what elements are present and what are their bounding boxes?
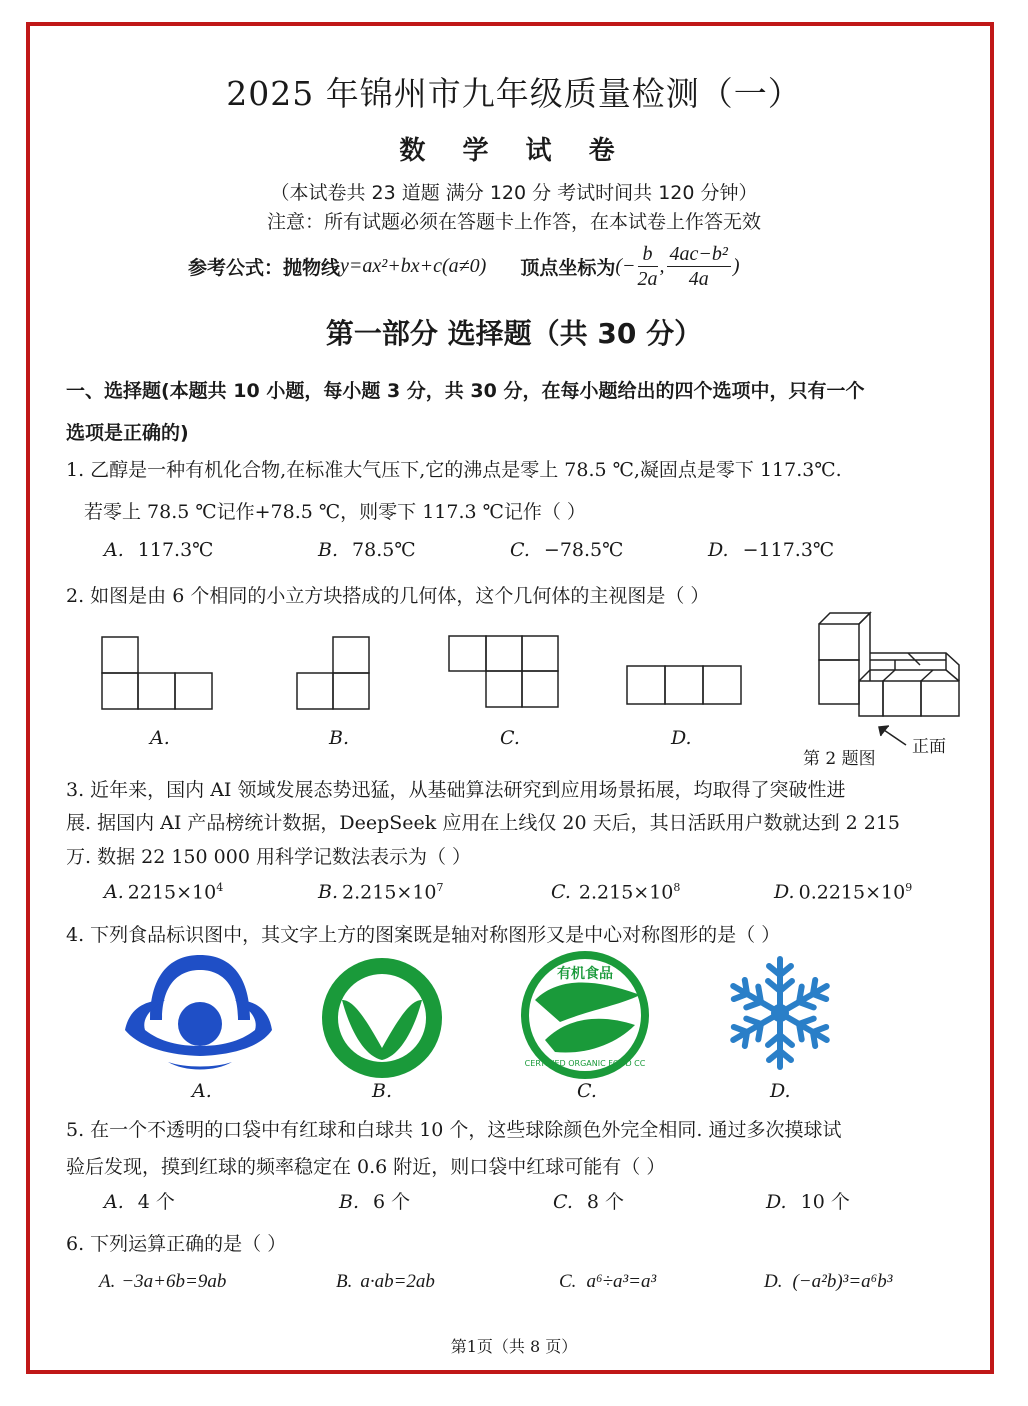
q5-option-c[interactable] (553, 1187, 624, 1214)
q3-option-b-exp: 7 (436, 881, 444, 894)
q6-option-a-letter: A. (99, 1271, 116, 1292)
q2-label-d: D. (671, 727, 692, 749)
vertex-x-den: 2a (637, 267, 658, 290)
vertex-open: (− (615, 254, 636, 277)
vertex-label: 顶点坐标为 (520, 256, 616, 279)
question-1-line2: 若零上 78.5 ℃记作+78.5 ℃，则零下 117.3 ℃记作（ ） (84, 501, 586, 523)
q2-label-a: A. (150, 727, 170, 749)
q5-option-a-letter: A. (104, 1191, 124, 1213)
q3-option-a-letter: A. (104, 881, 124, 904)
logo-c-ring-text: CERTIFIED ORGANIC FOOD CC (524, 1059, 646, 1068)
vertex-y-den: 4a (688, 267, 709, 290)
q5-option-d-text: 10 个 (800, 1191, 850, 1213)
q6-option-c-text: a⁶÷a³=a³ (586, 1271, 657, 1292)
q6-option-b-letter: B. (336, 1271, 353, 1292)
vertex-comma: , (659, 254, 665, 277)
q1-option-d-letter: D. (708, 539, 729, 561)
q1-option-a-letter: A. (104, 539, 124, 561)
logo-c-icon[interactable] (525, 955, 646, 1075)
q6-option-c-letter: C. (559, 1271, 577, 1292)
q3-option-b-base: 2.215×10 (342, 881, 437, 904)
q5-option-b-letter: B. (339, 1191, 360, 1213)
parabola-label: 抛物线 (283, 256, 341, 279)
exam-info: （本试卷共 23 道题 满分 120 分 考试时间共 120 分钟） (270, 182, 758, 204)
q6-option-d-letter: D. (764, 1271, 783, 1292)
exam-title: 2025 年锦州市九年级质量检测（一） (226, 74, 802, 113)
vertex-x-num: b (638, 242, 658, 267)
question-6-line1: 6. 下列运算正确的是（ ） (66, 1233, 287, 1255)
question-4-line1: 4. 下列食品标识图中，其文字上方的图案既是轴对称图形又是中心对称图形的是（ ） (66, 924, 781, 946)
q5-option-a-text: 4 个 (137, 1191, 175, 1213)
q3-option-c-base: 2.215×10 (578, 881, 674, 904)
question-5-line1: 5. 在一个不透明的口袋中有红球和白球共 10 个，这些球除颜色外完全相同. 通过多次摸球试 (66, 1119, 842, 1141)
exam-notice: 注意：所有试题必须在答题卡上作答，在本试卷上作答无效 (266, 211, 761, 233)
question-5-line2: 验后发现，摸到红球的频率稳定在 0.6 附近，则口袋中红球可能有（ ） (66, 1156, 666, 1178)
part-heading: 第一部分 选择题（共 30 分） (325, 317, 703, 350)
vertex-close: ) (732, 254, 740, 277)
q4-label-d: D. (770, 1080, 791, 1102)
q1-option-c-letter: C. (510, 539, 530, 561)
logo-c-text: 有机食品 (557, 966, 613, 982)
logo-a-icon[interactable] (125, 955, 272, 1070)
q1-option-c-text: −78.5℃ (543, 539, 624, 561)
q3-option-c-letter: C. (551, 881, 571, 904)
section-instructions-cont: 选项是正确的) (66, 422, 189, 444)
q3-option-d-base: 0.2215×10 (798, 881, 906, 904)
question-3-line1: 3. 近年来，国内 AI 领域发展态势迅猛，从基础算法研究到应用场景拓展，均取得了突破性进 (66, 779, 846, 801)
q2-label-c: C. (500, 727, 520, 749)
q5-option-d[interactable] (766, 1187, 850, 1214)
q2-front-label: 正面 (912, 737, 946, 757)
q1-option-d-text: −117.3℃ (742, 539, 835, 561)
page-number: 第1页（共 8 页） (450, 1337, 578, 1356)
q5-option-d-letter: D. (766, 1191, 787, 1213)
q5-option-c-text: 8 个 (586, 1191, 625, 1213)
q1-option-b-letter: B. (318, 539, 339, 561)
q3-option-a-base: 2215×10 (127, 881, 217, 904)
vertex-y-num: 4ac−b² (667, 242, 731, 267)
question-3-line3: 万. 数据 22 150 000 用科学记数法表示为（ ） (66, 846, 471, 868)
q3-option-a-exp: 4 (216, 881, 224, 894)
q5-option-b[interactable] (339, 1187, 410, 1214)
q2-label-b: B. (329, 727, 350, 749)
q3-option-b-letter: B. (318, 881, 339, 904)
q3-option-c-exp: 8 (673, 881, 681, 894)
q3-option-d-letter: D. (774, 881, 795, 904)
q4-label-c: C. (577, 1080, 597, 1102)
q5-option-c-letter: C. (553, 1191, 573, 1213)
formula-label: 参考公式： (188, 256, 284, 279)
q6-option-b[interactable] (336, 1271, 435, 1293)
q5-option-b-text: 6 个 (373, 1191, 411, 1213)
q6-option-d-text: (−a²b)³=a⁶b³ (792, 1271, 893, 1292)
snowflake-icon[interactable] (727, 959, 833, 1067)
question-2-line1: 2. 如图是由 6 个相同的小立方块搭成的几何体，这个几何体的主视图是（ ） (66, 585, 710, 607)
question-1-line1: 1. 乙醇是一种有机化合物,在标准大气压下,它的沸点是零上 78.5 ℃,凝固点是零下 117.3℃. (66, 459, 842, 481)
section-instructions: 一、选择题(本题共 10 小题，每小题 3 分，共 30 分，在每小题给出的四个选项中，只有一个 (66, 380, 865, 402)
q4-label-a: A. (192, 1080, 212, 1102)
q3-option-d-exp: 9 (905, 881, 913, 894)
q5-option-a[interactable] (104, 1187, 175, 1214)
question-3-line2: 展. 据国内 AI 产品榜统计数据，DeepSeek 应用在上线仅 20 天后，其日活跃用户数就达到 2 215 (66, 812, 901, 834)
q2-figure-caption: 第 2 题图 (803, 749, 876, 769)
logo-b-icon[interactable] (322, 958, 442, 1078)
q1-option-b-text: 78.5℃ (352, 539, 416, 561)
subject-title: 数 学 试 卷 (399, 136, 629, 166)
q4-label-b: B. (372, 1080, 393, 1102)
q1-option-a-text: 117.3℃ (137, 539, 214, 561)
q6-option-a-text: −3a+6b=9ab (121, 1271, 227, 1292)
q6-option-d[interactable] (764, 1271, 892, 1293)
q6-option-a[interactable] (99, 1271, 226, 1293)
q6-option-b-text: a·ab=2ab (360, 1271, 435, 1292)
q6-option-c[interactable] (559, 1271, 656, 1293)
parabola-equation: y=ax²+bx+c(a≠0) (340, 254, 487, 277)
